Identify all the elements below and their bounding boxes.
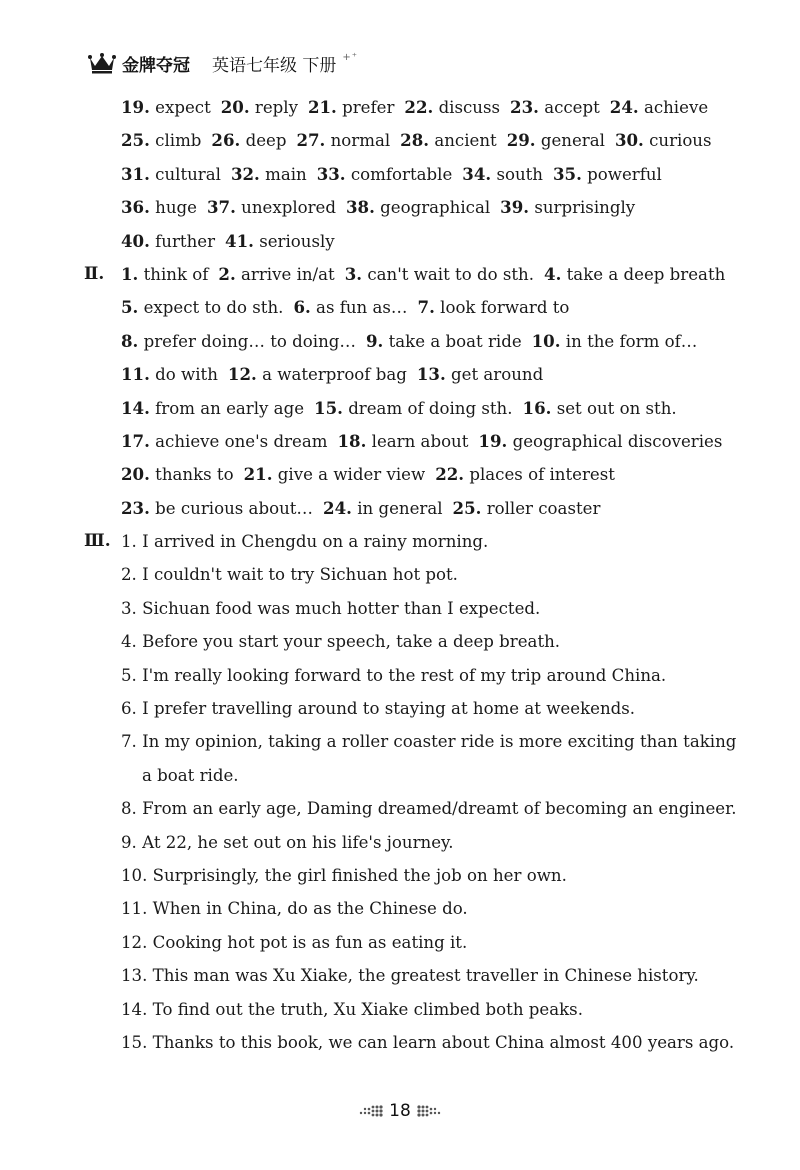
sentence-row [0, 859, 800, 892]
item-number: 12. [227, 364, 257, 385]
answer-item [345, 265, 534, 284]
answer-row [0, 358, 800, 391]
answer-item [211, 131, 286, 150]
answer-item [462, 165, 543, 184]
item-text: normal [330, 131, 391, 151]
answer-item [323, 499, 443, 518]
item-number: 25. [121, 130, 150, 151]
sentence-text: Sichuan food was much hotter than I expected. [142, 598, 541, 618]
answer-row [0, 325, 800, 358]
item-number: 24. [323, 497, 352, 518]
answer-row [0, 158, 800, 191]
item-number: 7. [417, 297, 435, 318]
item-number: 20. [121, 464, 150, 485]
item-text: think of [143, 264, 209, 284]
answer-item [121, 465, 234, 484]
item-number: 39. [500, 197, 530, 218]
item-text: do with [155, 365, 218, 385]
item-text: give a wider view [277, 465, 426, 485]
item-number: 17. [121, 430, 150, 451]
answer-item [453, 499, 601, 518]
sentence-text: I prefer travelling around to staying at home at weekends. [142, 699, 636, 719]
sentence-continuation [0, 759, 800, 792]
sentence-row [0, 592, 800, 625]
answer-item [221, 98, 298, 117]
answer-item [532, 332, 698, 351]
answer-row [0, 291, 800, 324]
sentence-number: 10. [121, 865, 148, 885]
section-label: Ⅱ. [84, 263, 105, 284]
answer-item [417, 365, 543, 384]
answer-item [121, 232, 215, 251]
sentence-text: a boat ride. [142, 765, 239, 785]
answer-item [366, 332, 522, 351]
answer-item [228, 365, 407, 384]
item-text: ancient [434, 131, 497, 151]
answer-item [296, 131, 390, 150]
item-number: 35. [553, 163, 582, 184]
item-text: arrive in/at [241, 264, 335, 284]
answer-row [0, 225, 800, 258]
item-number: 30. [614, 130, 644, 151]
item-text: from an early age [155, 398, 305, 418]
page-number: 18 [389, 1101, 411, 1121]
item-text: main [265, 164, 307, 184]
item-text: comfortable [350, 164, 453, 184]
sentence-text: Cooking hot pot is as fun as eating it. [152, 932, 468, 952]
item-text: achieve [643, 98, 709, 117]
answer-item [507, 131, 605, 150]
item-number: 21. [307, 97, 337, 117]
item-text: huge [155, 198, 197, 218]
answer-item [314, 399, 513, 418]
answer-item [478, 432, 722, 451]
answer-item [121, 365, 218, 384]
answer-item [121, 198, 197, 217]
item-text: south [496, 164, 543, 184]
item-text: learn about [371, 431, 469, 451]
item-text: deep [245, 131, 287, 151]
answer-item [293, 298, 407, 317]
answer-row [0, 392, 800, 425]
item-text: look forward to [440, 298, 570, 318]
item-number: 19. [478, 430, 508, 451]
decoration-icon: +⁺ [342, 51, 359, 63]
sentence-text: I couldn't wait to try Sichuan hot pot. [142, 565, 458, 585]
item-number: 31. [121, 163, 150, 184]
sentence-number: 12. [121, 932, 148, 952]
book-title: 英语七年级 下册 [212, 55, 337, 76]
answer-item [244, 465, 426, 484]
item-number: 29. [506, 130, 536, 151]
sentence-text: At 22, he set out on his life's journey. [142, 832, 454, 852]
item-text: take a boat ride [388, 331, 522, 351]
item-text: climb [155, 131, 202, 151]
item-number: 34. [462, 163, 492, 184]
answer-item [121, 432, 327, 451]
answer-item [218, 265, 334, 284]
sentence-number: 14. [121, 999, 148, 1019]
sentence-number: 11. [121, 899, 148, 919]
answer-item [404, 98, 500, 117]
answer-item [121, 332, 356, 351]
answer-row [0, 91, 800, 124]
item-number: 8. [121, 330, 139, 351]
item-number: 26. [211, 130, 241, 151]
sentence-text: Surprisingly, the girl finished the job on her own. [152, 865, 567, 885]
item-number: 4. [544, 263, 562, 284]
sentence-number: 5. [121, 665, 137, 685]
sentence-text: I arrived in Chengdu on a rainy morning. [142, 532, 489, 552]
answer-item [121, 499, 313, 518]
item-text: geographical [380, 198, 491, 218]
sentence-row [0, 625, 800, 658]
item-text: can't wait to do sth. [367, 264, 535, 284]
answer-row [0, 124, 800, 157]
sentence-text: From an early age, Daming dreamed/dreamt of becoming an engineer. [142, 799, 737, 819]
sentence-row [0, 926, 800, 959]
answer-item [510, 98, 600, 117]
right-dots-icon [416, 1104, 442, 1118]
left-dots-icon [358, 1104, 384, 1118]
item-number: 13. [416, 364, 446, 385]
item-text: curious [649, 131, 712, 151]
item-text: dream of doing sth. [348, 398, 513, 418]
item-text: discuss [438, 98, 501, 117]
answer-item [225, 232, 335, 251]
sentence-text: Thanks to this book, we can learn about China almost 400 years ago. [152, 1032, 735, 1052]
item-text: unexplored [241, 198, 336, 218]
sentence-number: 8. [121, 799, 137, 819]
item-text: take a deep breath [566, 264, 726, 284]
sentence-number: 15. [121, 1032, 148, 1052]
item-number: 40. [121, 230, 150, 251]
item-text: surprisingly [534, 198, 636, 218]
item-number: 41. [225, 230, 254, 251]
sentence-text: When in China, do as the Chinese do. [152, 899, 468, 919]
answer-item [435, 465, 615, 484]
item-text: as fun as… [316, 298, 408, 318]
answer-item [317, 165, 453, 184]
sentence-row [0, 993, 800, 1026]
sentence-number: 13. [121, 966, 148, 986]
answer-item [121, 98, 211, 117]
item-number: 37. [206, 197, 236, 218]
item-text: set out on sth. [556, 398, 677, 418]
item-text: geographical discoveries [512, 431, 723, 451]
answer-item [231, 165, 307, 184]
sentence-text: In my opinion, taking a roller coaster ride is more exciting than taking [142, 732, 737, 752]
item-text: a waterproof bag [262, 365, 407, 385]
item-number: 1. [121, 263, 139, 284]
sentence-text: To find out the truth, Xu Xiake climbed both peaks. [152, 999, 583, 1019]
answer-item [121, 298, 283, 317]
item-text: seriously [259, 231, 335, 251]
item-number: 24. [609, 97, 639, 117]
sentence-row [0, 525, 800, 558]
item-text: in general [357, 498, 443, 518]
item-number: 23. [121, 497, 150, 518]
answer-item [400, 131, 497, 150]
sentence-number: 1. [121, 532, 137, 552]
sentence-text: This man was Xu Xiake, the greatest traveller in Chinese history. [152, 966, 699, 986]
item-number: 5. [121, 297, 139, 318]
item-text: further [155, 231, 216, 251]
item-text: get around [451, 365, 544, 385]
item-number: 25. [452, 497, 482, 518]
item-number: 22. [404, 97, 434, 117]
item-number: 28. [400, 130, 430, 151]
item-number: 21. [243, 464, 273, 485]
sentence-number: 2. [121, 565, 137, 585]
item-number: 10. [531, 330, 561, 351]
item-text: prefer [342, 98, 395, 117]
item-number: 11. [121, 364, 150, 385]
item-number: 20. [220, 97, 250, 117]
sentence-row [0, 959, 800, 992]
item-text: prefer doing… to doing… [143, 331, 357, 351]
item-number: 22. [435, 464, 465, 485]
item-text: reply [254, 98, 298, 117]
item-number: 15. [314, 397, 343, 418]
answer-row [0, 458, 800, 491]
answer-item [207, 198, 336, 217]
item-text: thanks to [155, 465, 234, 485]
sentence-row [0, 1026, 800, 1059]
item-number: 2. [218, 263, 236, 284]
sentence-row [0, 826, 800, 859]
item-number: 16. [522, 397, 552, 418]
sentence-row [0, 659, 800, 692]
brand-name: 金牌夺冠 [122, 55, 190, 76]
item-number: 36. [121, 197, 150, 218]
sentence-number: 3. [121, 598, 137, 618]
sentence-row [0, 692, 800, 725]
item-number: 33. [316, 163, 346, 184]
answer-item [418, 298, 570, 317]
item-number: 9. [366, 330, 384, 351]
sentence-text: Before you start your speech, take a deep breath. [142, 632, 561, 652]
answer-item [121, 131, 201, 150]
answer-row [0, 258, 800, 291]
answer-item [121, 399, 304, 418]
item-number: 38. [346, 197, 375, 218]
item-text: places of interest [469, 465, 615, 485]
item-text: general [540, 131, 605, 151]
sentence-number: 4. [121, 632, 137, 652]
item-text: cultural [155, 164, 221, 184]
item-text: accept [544, 98, 600, 117]
crown-icon [88, 52, 116, 74]
item-text: powerful [587, 164, 662, 184]
item-text: roller coaster [486, 498, 601, 518]
sentence-number: 9. [121, 832, 137, 852]
item-number: 32. [230, 163, 260, 184]
answer-row [0, 425, 800, 458]
answer-item [610, 98, 708, 117]
answer-item [337, 432, 468, 451]
item-text: expect to do sth. [143, 298, 284, 318]
sentence-row [0, 792, 800, 825]
answer-row [0, 191, 800, 224]
answer-item [121, 165, 221, 184]
sentence-number: 7. [121, 732, 137, 752]
sentence-text: I'm really looking forward to the rest of my trip around China. [142, 665, 667, 685]
section-vocabulary [0, 91, 800, 258]
answer-row [0, 492, 800, 525]
item-number: 18. [337, 430, 367, 451]
item-number: 3. [344, 263, 363, 284]
page-footer [0, 1101, 800, 1121]
sentence-row [0, 558, 800, 591]
answer-item [346, 198, 490, 217]
answer-item [500, 198, 635, 217]
item-number: 23. [510, 97, 539, 117]
section-sentences [0, 525, 800, 1059]
item-number: 19. [121, 97, 150, 117]
sentence-row [0, 892, 800, 925]
answer-item [553, 165, 662, 184]
item-text: in the form of… [565, 331, 698, 351]
sentence-row [0, 725, 800, 758]
answer-content [0, 91, 800, 1059]
item-number: 6. [293, 297, 311, 318]
item-text: be curious about… [155, 498, 314, 518]
section-label: Ⅲ. [84, 531, 111, 552]
item-number: 14. [121, 397, 150, 418]
answer-item [523, 399, 677, 418]
answer-item [308, 98, 394, 117]
item-number: 27. [296, 130, 326, 151]
item-text: expect [155, 98, 211, 117]
section-phrases [0, 258, 800, 525]
page-header [88, 48, 358, 78]
item-text: achieve one's dream [155, 431, 328, 451]
answer-item [121, 265, 208, 284]
sentence-number: 6. [121, 699, 137, 719]
answer-item [615, 131, 712, 150]
answer-item [544, 265, 725, 284]
